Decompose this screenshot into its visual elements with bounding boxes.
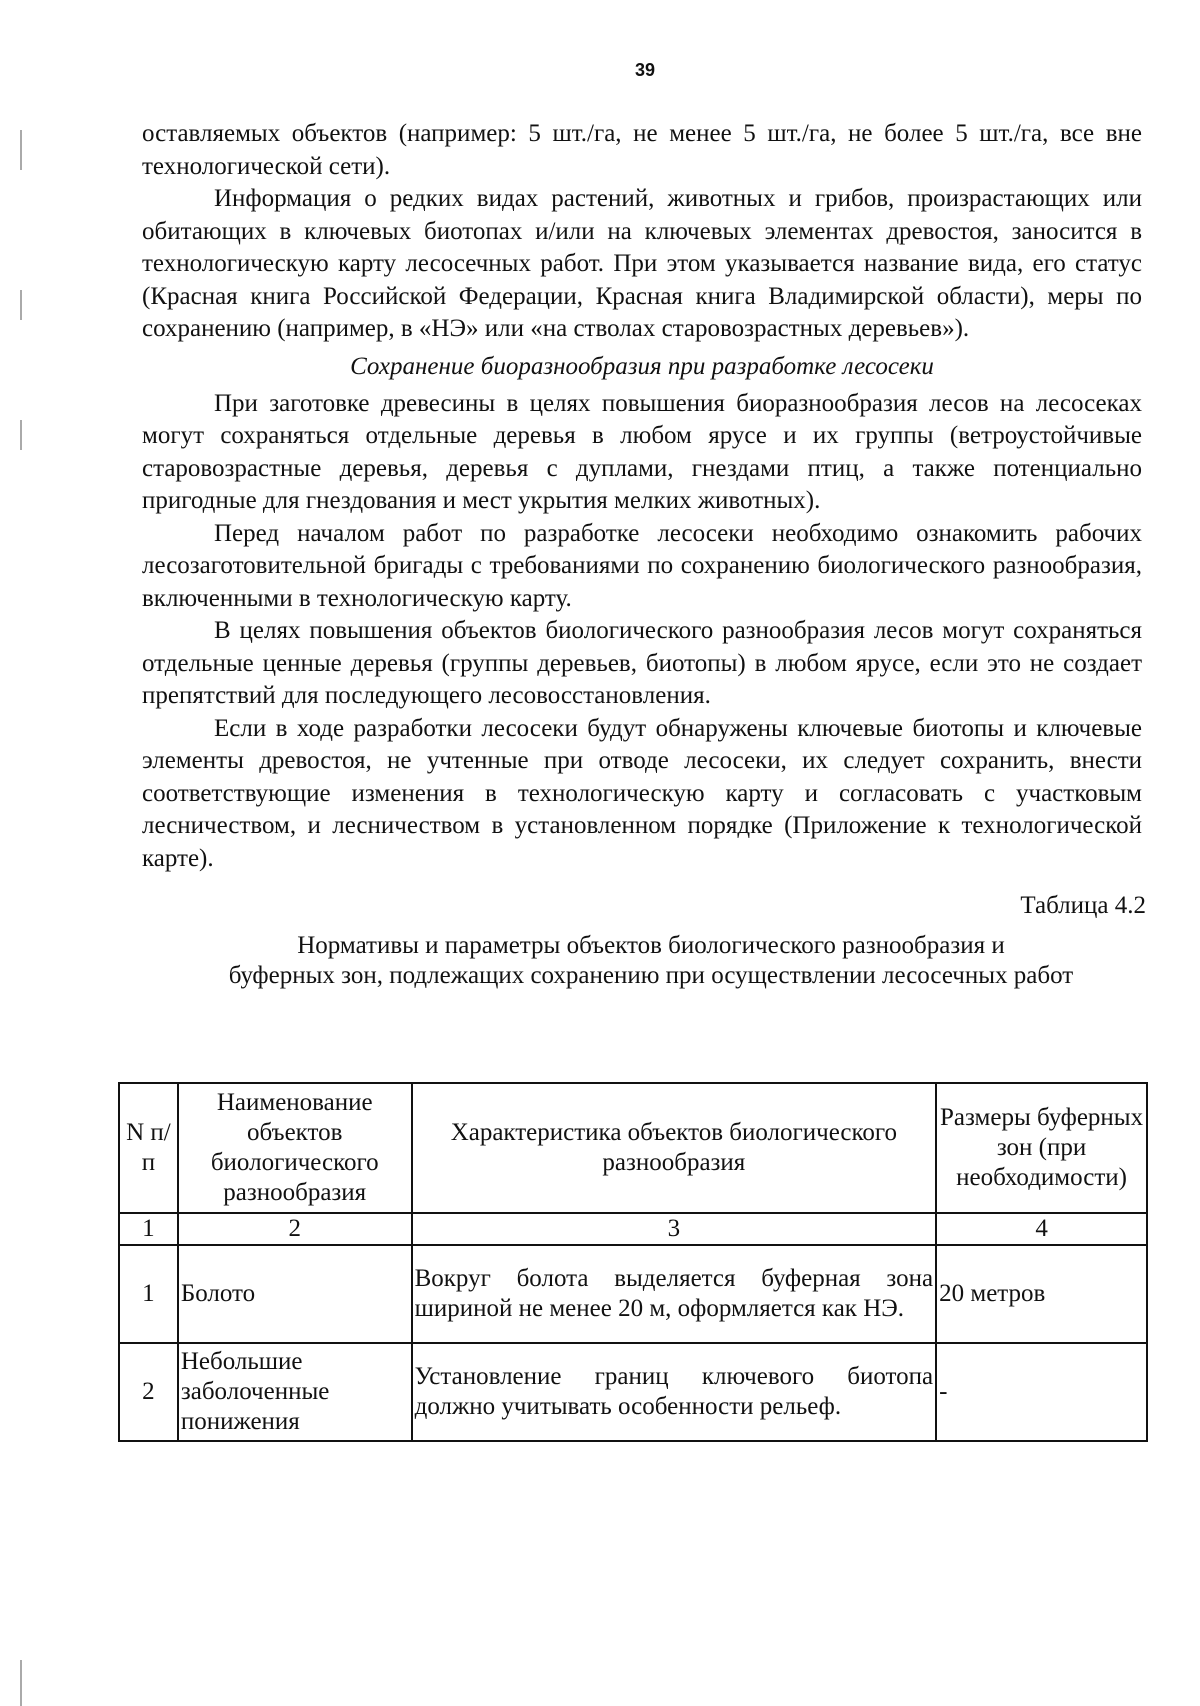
paragraph: Информация о редких видах растений, животных и грибов, произрастающих или обитающих в ключевых биотопах и/или на ключевых элементах древостоя, заносится в технологическую карту лесосечных работ. При этом указывается название вида, его статус (Красная книга Российской Федерации, Красная книга Владимирской области), меры по сохранению (например, в «НЭ» или «на стволах старовозрастных деревьев»). [142, 185, 1142, 342]
table-row [119, 1245, 1147, 1343]
page-number: 39 [634, 60, 656, 80]
scan-edge-mark [20, 130, 22, 170]
scan-edge-mark [20, 290, 22, 320]
header-cell-name: Наименование объектов биологического разнообразия [178, 1083, 412, 1213]
document-body [142, 118, 1146, 991]
section-title: Сохранение биоразнообразия при разработке лесосеки [350, 352, 934, 380]
table-header-row [119, 1083, 1147, 1213]
column-number: 4 [936, 1213, 1147, 1245]
paragraph: В целях повышения объектов биологического разнообразия лесов могут сохраняться отдельные ценные деревья (группы деревьев, биотопы) в любом ярусе, если это не создает препятствий для последующего лесовосстановления. [142, 617, 1142, 709]
biodiversity-table [118, 1082, 1148, 1442]
row-characteristic: Установление границ ключевого биотопа должно учитывать особенности рельеф. [412, 1343, 937, 1441]
row-name: Болото [178, 1245, 412, 1343]
row-buffer: 20 метров [936, 1245, 1147, 1343]
column-number: 2 [178, 1213, 412, 1245]
paragraph: оставляемых объектов (например: 5 шт./га, не менее 5 шт./га, не более 5 шт./га, все вне технологической сети). [142, 120, 1142, 180]
row-name: Небольшие заболоченные понижения [178, 1343, 412, 1441]
table-title-line: буферных зон, подлежащих сохранению при осуществлении лесосечных работ [228, 962, 1074, 989]
paragraph: Перед началом работ по разработке лесосеки необходимо ознакомить рабочих лесозаготовительной бригады с требованиями по сохранению биологического разнообразия, включенными в технологическую карту. [142, 519, 1142, 612]
table-title [124, 931, 1178, 991]
table-label: Таблица 4.2 [1020, 892, 1146, 919]
column-number-row [119, 1213, 1147, 1245]
header-cell-characteristic: Характеристика объектов биологического разнообразия [412, 1083, 937, 1213]
row-number: 2 [119, 1343, 178, 1441]
scan-edge-mark [20, 420, 22, 450]
scan-edge-mark [20, 1660, 22, 1706]
column-number: 3 [412, 1213, 937, 1245]
header-cell-buffer: Размеры буферных зон (при необходимости) [936, 1083, 1147, 1213]
row-number: 1 [119, 1245, 178, 1343]
table-row [119, 1343, 1147, 1441]
table-title-line: Нормативы и параметры объектов биологического разнообразия и [297, 932, 1005, 959]
row-buffer: - [936, 1343, 1147, 1441]
paragraph: При заготовке древесины в целях повышения биоразнообразия лесов на лесосеках могут сохраняться отдельные деревья в любом ярусе и их группы (ветроустойчивые старовозрастные деревья, деревья с дуплами, гнездами птиц, а также потенциально пригодные для гнездования и мест укрытия мелких животных). [142, 389, 1142, 514]
paragraph: Если в ходе разработки лесосеки будут обнаружены ключевые биотопы и ключевые элементы древостоя, не учтенные при отводе лесосеки, их следует сохранить, внести соответствующие изменения в технологическую карту и согласовать с участковым лесничеством, и лесничеством в установленном порядке (Приложение к технологической карте). [142, 714, 1142, 872]
row-characteristic: Вокруг болота выделяется буферная зона шириной не менее 20 м, оформляется как НЭ. [412, 1245, 937, 1343]
header-cell-number: N п/п [119, 1083, 178, 1213]
column-number: 1 [119, 1213, 178, 1245]
